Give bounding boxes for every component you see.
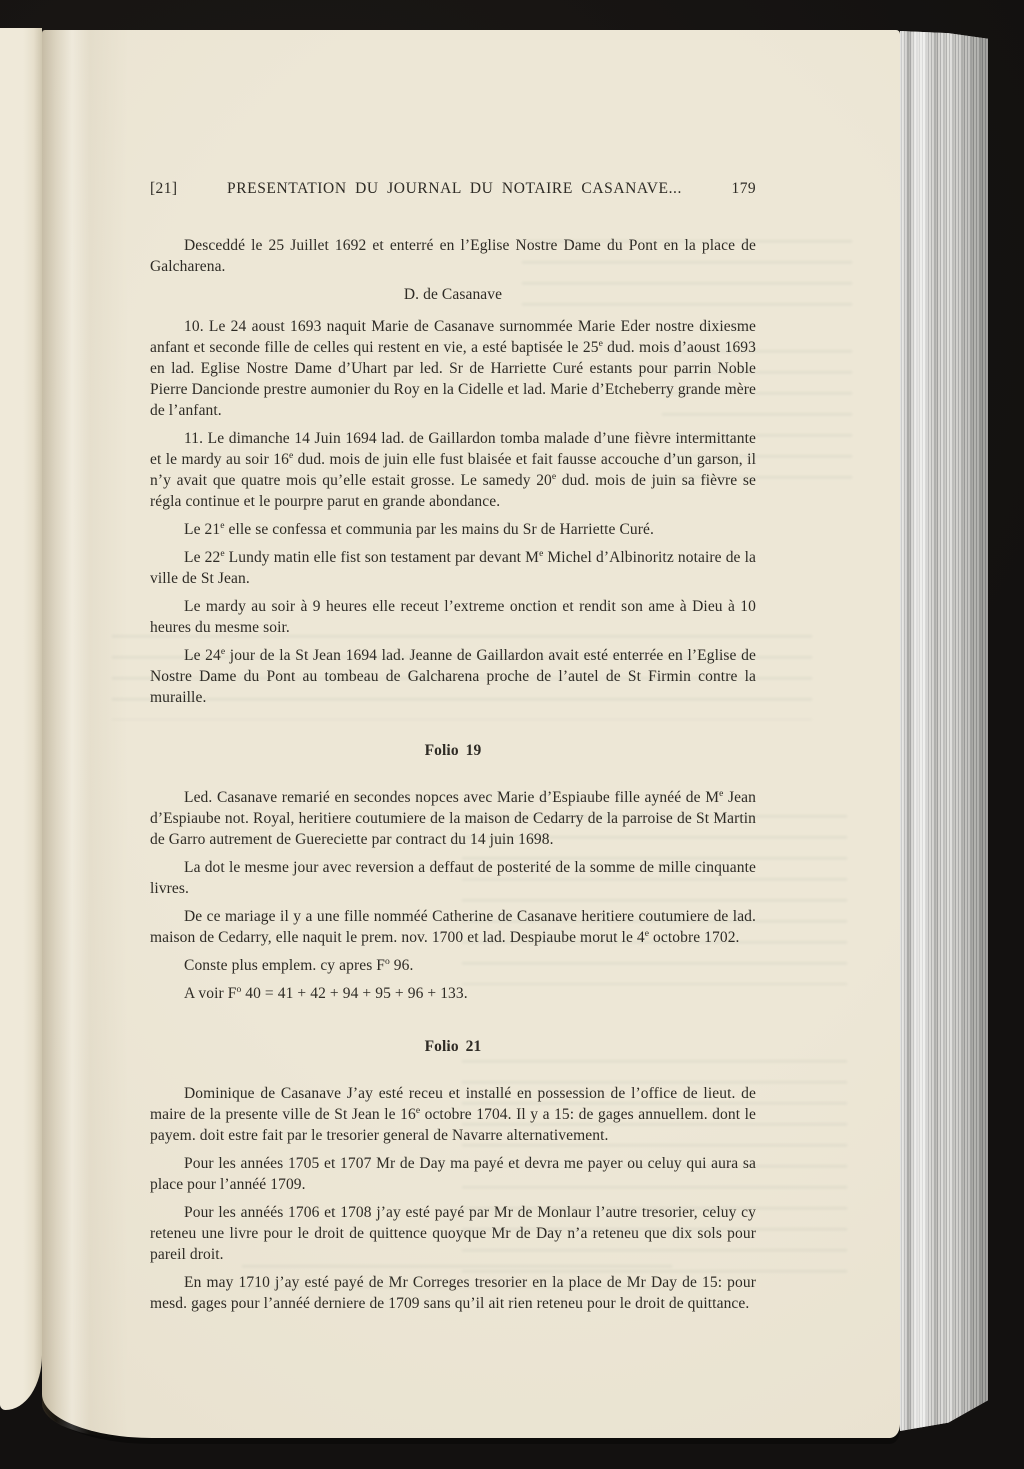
text-paragraph: Led. Casanave remarié en secondes nopces avec Marie d’Espiaube fille aynéé de Me Jean d’Espiaube not. Royal, heritiere coutumiere de la maison de Cedarry de la parroise de St Martin de Garro autrement de Guereciette par contract du 14 juin 1698.	[150, 787, 756, 848]
text-paragraph: Dominique de Casanave J’ay esté receu et installé en possession de l’office de lieut. de maire de la presente ville de St Jean le 16e octobre 1704. Il y a 15: de gages annuellem. dont le payem. doit estre fait par le tresorier general de Navarre alternativement.	[150, 1085, 756, 1144]
text-paragraph: Pour les annéés 1706 et 1708 j’ay esté payé par Mr de Monlaur l’autre tresorier, celuy cy reteneu une livre pour le droit de quittence quoyque Mr de Day n’a reteneu que dix sols pour pareil droit.	[150, 1204, 756, 1263]
gutter-shadow	[42, 30, 128, 1438]
chapter-title: PRESENTATION DU JOURNAL DU NOTAIRE CASANAVE...	[226, 180, 682, 197]
text-paragraph: La dot le mesme jour avec reversion a deffaut de posterité de la somme de mille cinquante livres.	[150, 859, 756, 897]
text-paragraph: De ce mariage il y a une fille nomméé Catherine de Casanave heritiere coutumiere de lad. maison de Cedarry, elle naquit le prem. nov. 1700 et lad. Despiaube morut le 4e octobre 1702.	[150, 908, 756, 946]
text-paragraph: Le 22e Lundy matin elle fist son testament par devant Me Michel d’Albinoritz notaire de la ville de St Jean.	[150, 547, 756, 587]
page-edges	[900, 31, 988, 1431]
text-paragraph: Le 21e elle se confessa et communia par les mains du Sr de Harriette Curé.	[184, 519, 654, 538]
text-paragraph: Pour les années 1705 et 1707 Mr de Day ma payé et devra me payer ou celuy qui aura sa place pour l’annéé 1709.	[150, 1155, 756, 1193]
book-page	[42, 30, 900, 1438]
page-number: 179	[731, 180, 756, 197]
text-paragraph: 10. Le 24 aoust 1693 naquit Marie de Casanave surnommée Marie Eder nostre dixiesme anfant et seconde fille de celles qui restent en vie, a esté baptisée le 25e dud. mois d’aoust 1693 en lad. Eglise Nostre Dame d’Uhart par led. Sr de Harriette Curé estants pour parrin Noble Pierre Dancionde prestre aumonier du Roy en la Cidelle et lad. Marie d’Etcheberry grande mère de l’anfant.	[150, 318, 757, 419]
folio-heading: Folio 21	[424, 1038, 482, 1055]
text-content	[150, 235, 756, 1314]
centered-line: D. de Casanave	[403, 286, 503, 303]
running-header	[150, 178, 756, 199]
text-paragraph: Conste plus emplem. cy apres $F^o$ 96.	[184, 955, 414, 974]
text-paragraph: En may 1710 j’ay esté payé de Mr Correges tresorier en la place de Mr Day de 15: pour mesd. gages pour l’annéé derniere de 1709 sans qu’il ait rien reteneu pour le droit de quittance.	[150, 1274, 756, 1312]
facing-page-edge	[0, 28, 42, 1410]
text-paragraph: 11. Le dimanche 14 Juin 1694 lad. de Gaillardon tomba malade d’une fièvre intermittante et le mardy au soir 16e dud. mois de juin elle fust blaisée et fait fausse accouche d’un garson, il n’y avait que quatre mois qu’elle estait grosse. Le samedy 20e dud. mois de juin sa fièvre se régla continue et le pourpre parut en grande abondance.	[150, 430, 756, 510]
text-paragraph: A voir $F^o$ 40 = 41 + 42 + 94 + 95 + 96 + 133.	[184, 983, 468, 1002]
text-paragraph: Le 24e jour de la St Jean 1694 lad. Jeanne de Gaillardon avait esté enterrée en l’Eglise de Nostre Dame du Pont au tombeau de Galcharena proche de l’autel de St Firmin contre la muraille.	[150, 645, 756, 706]
text-paragraph: Le mardy au soir à 9 heures elle receut l’extreme onction et rendit son ame à Dieu à 10 heures du mesme soir.	[150, 598, 756, 636]
section-reference: [21]	[150, 180, 178, 197]
text-column	[150, 178, 756, 1321]
folio-heading: Folio 19	[424, 742, 482, 759]
text-paragraph: Desceddé le 25 Juillet 1692 et enterré en l’Eglise Nostre Dame du Pont en la place de Galcharena.	[150, 237, 756, 275]
